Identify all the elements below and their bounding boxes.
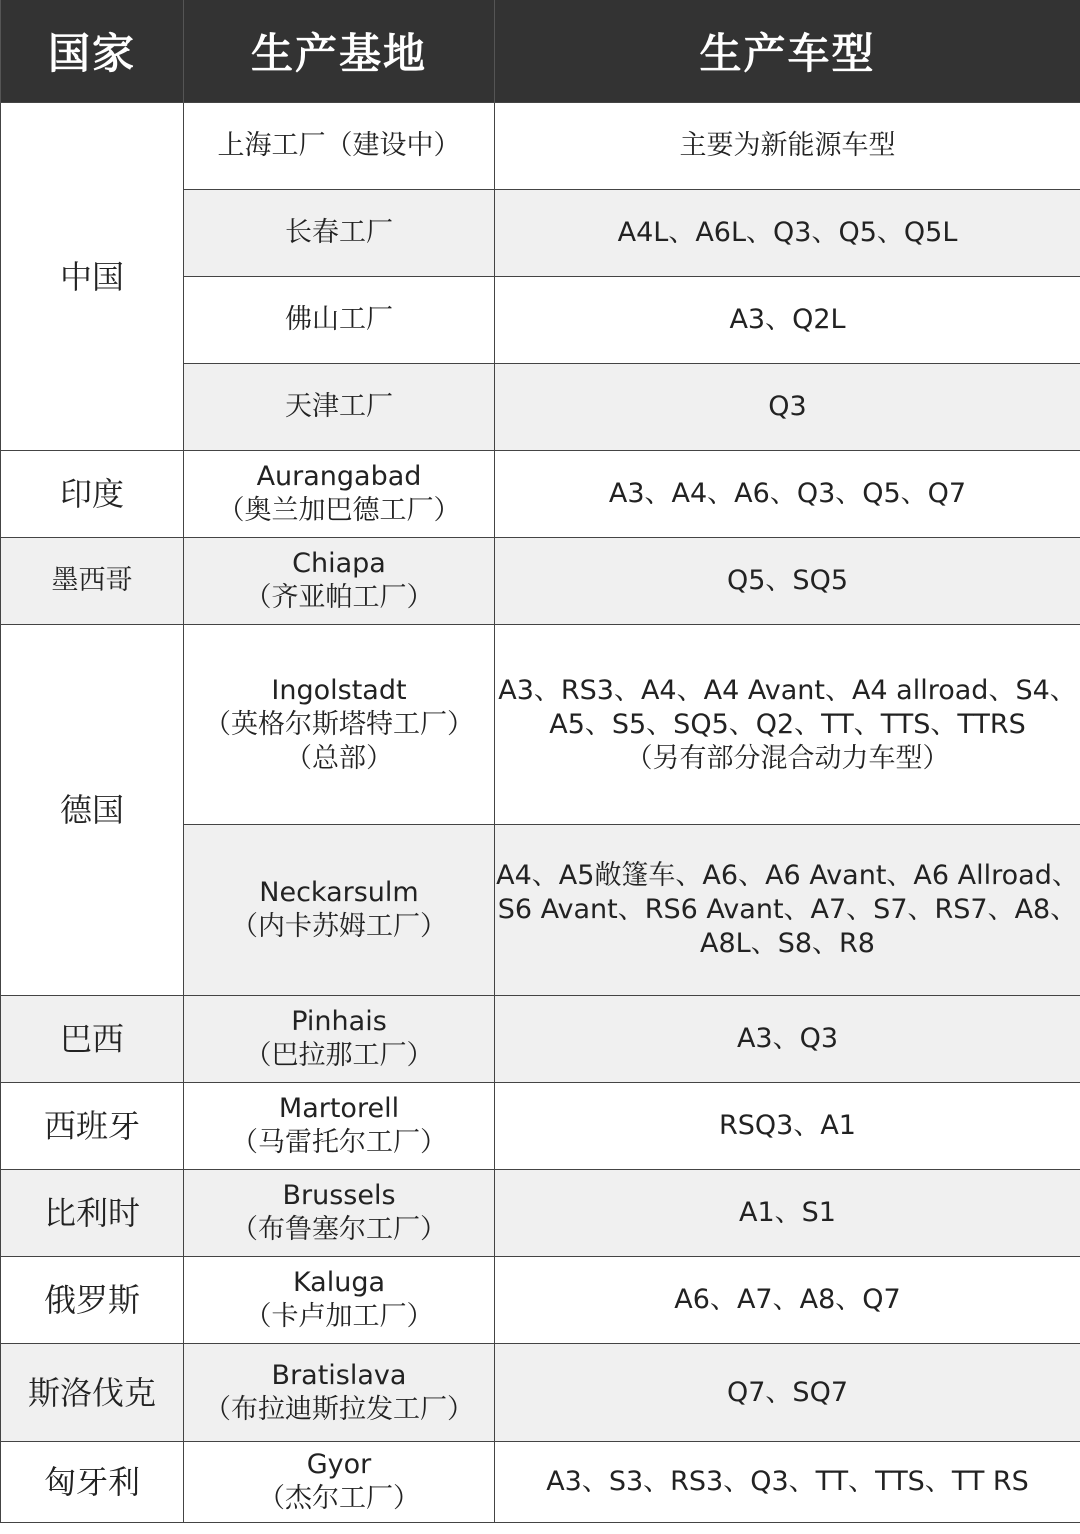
base-name-cn: （奥兰加巴德工厂） <box>217 495 461 526</box>
base-name-cn: （卡卢加工厂） <box>244 1301 434 1332</box>
country-cell: 巴西 <box>1 996 184 1083</box>
base-name-cn: （内卡苏姆工厂） <box>231 911 447 942</box>
base-name-en: Gyor <box>306 1449 372 1480</box>
base-name-en: Pinhais <box>291 1006 387 1037</box>
models-cell: A3、S3、RS3、Q3、TT、TTS、TT RS <box>495 1442 1080 1523</box>
header-row <box>1 0 1080 103</box>
base-cell <box>184 538 495 625</box>
base-cell <box>184 1344 495 1442</box>
country-cell: 匈牙利 <box>1 1442 184 1523</box>
table-row <box>1 1083 1080 1170</box>
base-cell <box>184 1257 495 1344</box>
models-line: A8L、S8、R8 <box>700 928 875 959</box>
models-line: A4、A5敞篷车、A6、A6 Avant、A6 Allroad、 <box>496 860 1079 891</box>
table-row <box>1 1442 1080 1523</box>
table-row <box>1 996 1080 1083</box>
base-name-en: Bratislava <box>271 1359 407 1391</box>
models-cell: A6、A7、A8、Q7 <box>495 1257 1080 1344</box>
base-name-en: Ingolstadt <box>271 674 407 706</box>
models-cell: 主要为新能源车型 <box>495 103 1080 190</box>
base-name-cn: （布拉迪斯拉发工厂） <box>204 1393 474 1425</box>
base-cell: 佛山工厂 <box>184 277 495 364</box>
models-line: A3、RS3、A4、A4 Avant、A4 allroad、S4、 <box>498 674 1077 706</box>
base-name-cn: （马雷托尔工厂） <box>231 1127 447 1158</box>
base-cell <box>184 1083 495 1170</box>
header-models: 生产车型 <box>495 0 1080 103</box>
models-cell <box>495 825 1080 996</box>
base-name-cn: （齐亚帕工厂） <box>244 582 434 613</box>
base-cell: 长春工厂 <box>184 190 495 277</box>
base-cell: 上海工厂（建设中） <box>184 103 495 190</box>
base-name-en: Chiapa <box>292 548 386 579</box>
base-name-en: Brussels <box>282 1180 396 1211</box>
base-name-cn: （英格尔斯塔特工厂） <box>204 708 474 740</box>
models-cell: Q3 <box>495 364 1080 451</box>
models-line: A5、S5、SQ5、Q2、TT、TTS、TTRS <box>549 708 1026 740</box>
base-name-cn: （巴拉那工厂） <box>244 1040 434 1071</box>
country-cell: 德国 <box>1 625 184 996</box>
base-cell <box>184 825 495 996</box>
models-cell: A3、A4、A6、Q3、Q5、Q7 <box>495 451 1080 538</box>
base-cell <box>184 451 495 538</box>
table-row <box>1 1170 1080 1257</box>
table-row <box>1 625 1080 825</box>
base-cell <box>184 996 495 1083</box>
base-cell <box>184 625 495 825</box>
country-cell: 西班牙 <box>1 1083 184 1170</box>
models-cell: A3、Q3 <box>495 996 1080 1083</box>
country-cell: 俄罗斯 <box>1 1257 184 1344</box>
country-cell: 比利时 <box>1 1170 184 1257</box>
country-cell: 墨西哥 <box>1 538 184 625</box>
base-name-en: Neckarsulm <box>259 877 419 908</box>
table-row <box>1 538 1080 625</box>
table-row <box>1 1257 1080 1344</box>
header-country: 国家 <box>1 0 184 103</box>
models-cell: RSQ3、A1 <box>495 1083 1080 1170</box>
country-cell: 斯洛伐克 <box>1 1344 184 1442</box>
base-name-en: Aurangabad <box>256 461 422 492</box>
base-cell <box>184 1170 495 1257</box>
table-row <box>1 451 1080 538</box>
base-cell: 天津工厂 <box>184 364 495 451</box>
models-cell: Q7、SQ7 <box>495 1344 1080 1442</box>
header-base: 生产基地 <box>184 0 495 103</box>
models-cell: Q5、SQ5 <box>495 538 1080 625</box>
table-row <box>1 103 1080 190</box>
base-name-en: Martorell <box>278 1093 400 1124</box>
models-line: （另有部分混合动力车型） <box>625 742 950 774</box>
base-note: （总部） <box>285 742 393 774</box>
table-row <box>1 1344 1080 1442</box>
models-cell <box>495 625 1080 825</box>
models-cell: A1、S1 <box>495 1170 1080 1257</box>
models-cell: A4L、A6L、Q3、Q5、Q5L <box>495 190 1080 277</box>
models-line: S6 Avant、RS6 Avant、A7、S7、RS7、A8、 <box>497 894 1078 925</box>
country-cell: 印度 <box>1 451 184 538</box>
base-name-en: Kaluga <box>292 1267 386 1298</box>
base-name-cn: （布鲁塞尔工厂） <box>231 1214 447 1245</box>
base-name-cn: （杰尔工厂） <box>258 1483 420 1514</box>
base-cell <box>184 1442 495 1523</box>
country-cell: 中国 <box>1 103 184 451</box>
models-cell: A3、Q2L <box>495 277 1080 364</box>
